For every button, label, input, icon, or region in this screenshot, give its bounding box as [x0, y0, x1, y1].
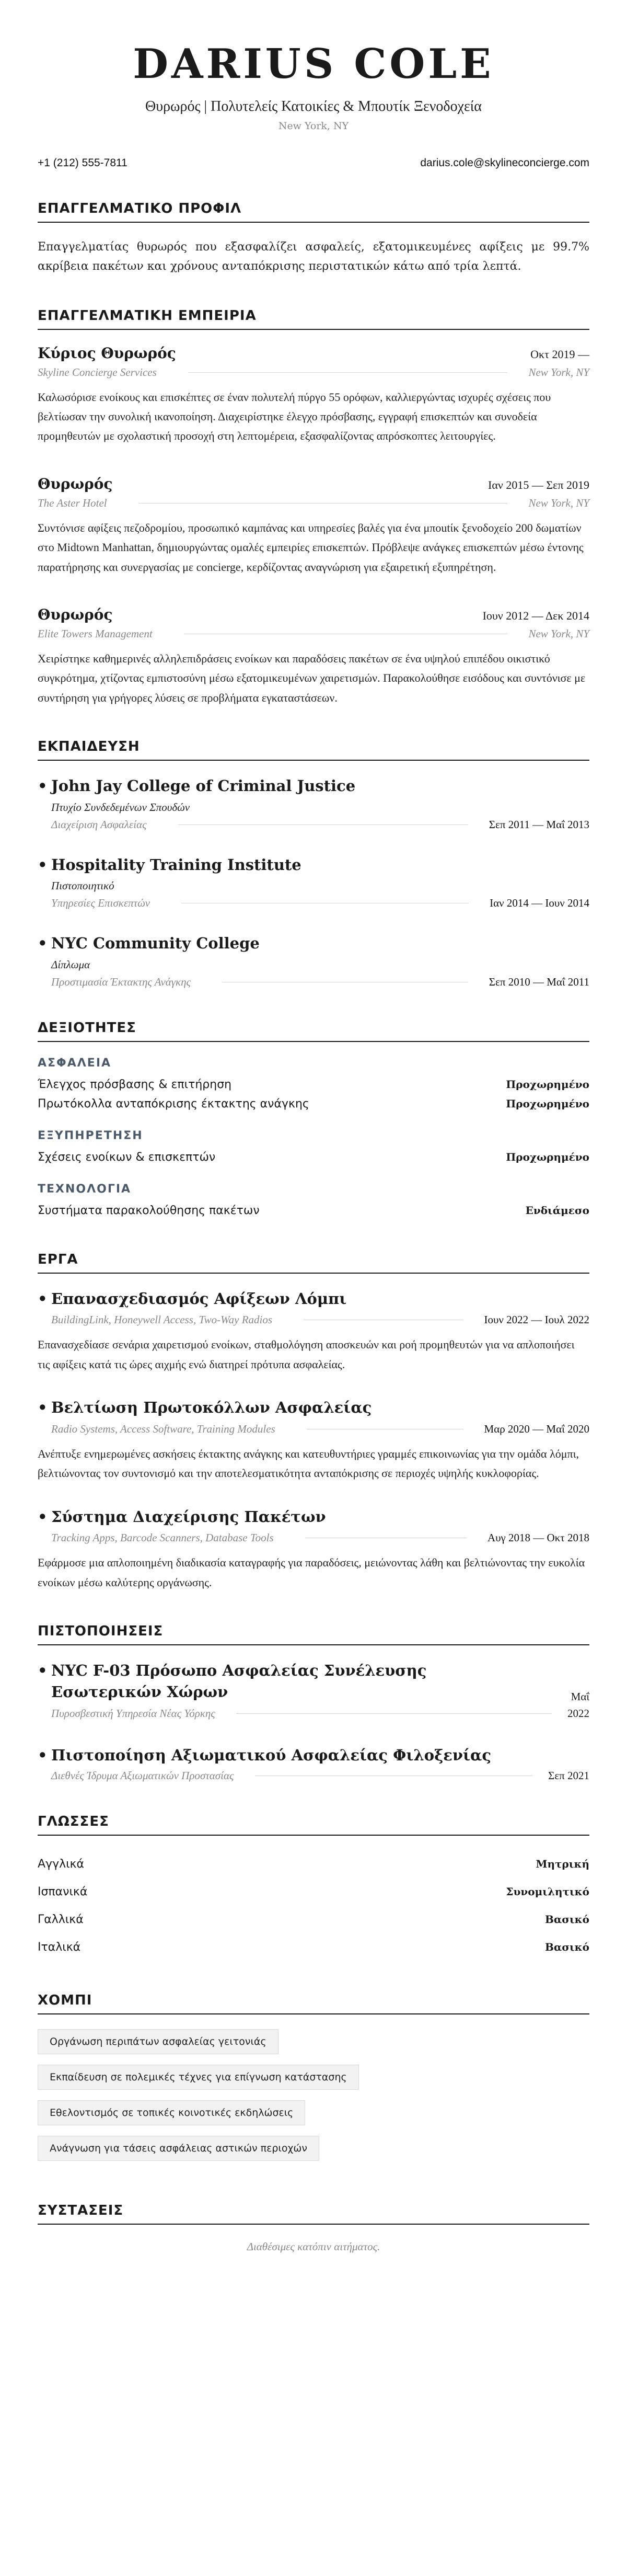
certification-issuer: Πυροσβεστική Υπηρεσία Νέας Υόρκης — [51, 1707, 215, 1720]
skill-group-title: ΤΕΧΝΟΛΟΓΙΑ — [38, 1182, 132, 1196]
project-entry — [38, 1288, 589, 1374]
experience-section — [38, 308, 589, 708]
certification-title: Πιστοποίηση Αξιωματικού Ασφαλείας Φιλοξενίας — [51, 1746, 492, 1765]
skill-row — [38, 1094, 589, 1114]
job-location: New York, NY — [528, 496, 589, 509]
job-company: Elite Towers Management — [38, 627, 153, 640]
language-row — [38, 1933, 589, 1961]
section-heading: ΠΙΣΤΟΠΟΙΗΣΕΙΣ — [38, 1623, 589, 1645]
section-heading: ΕΚΠΑΙΔΕΥΣΗ — [38, 739, 589, 761]
language-level: Μητρική — [536, 1857, 589, 1870]
job-description: Συντόνισε αφίξεις πεζοδρομίου, προσωπικό καμπάνας και υπηρεσίες βαλές για ένα μποutίκ ξενοδοχείο 200 δωματίων στο Midtown Manhattan, δημιουργώντας ομαλές εμπειρίες επισκεπτών. Πρόβλεψε ανάγκες επισκεπτών μέσω έντονης παρατήρησης και συνεργασίας με concierge, κερδίζοντας αναγνώριση για εξαιρετική εξυπηρέτηση. — [38, 521, 584, 574]
project-dates: Αυγ 2018 — Οκτ 2018 — [487, 1531, 589, 1544]
language-name: Ισπανικά — [38, 1885, 88, 1898]
project-title: Επανασχεδιασμός Αφίξεων Λόμπι — [51, 1289, 347, 1308]
language-row — [38, 1878, 589, 1906]
references-section — [38, 2203, 589, 2253]
degree: Πτυχίο Συνδεδεμένων Σπουδών — [51, 800, 190, 814]
contact-row — [38, 157, 589, 169]
language-name: Αγγλικά — [38, 1857, 85, 1871]
certification-month: Σεπ — [548, 1769, 565, 1782]
education-dates: Ιαν 2014 — Ιουν 2014 — [490, 897, 589, 910]
job-entry — [38, 475, 589, 577]
project-description: Εφάρμοσε μια απλοποιημένη διαδικασία καταγραφής για παραδόσεις, μειώνοντας λάθη και βελτιώνοντας την ευκολία ενοίκων μέσω καλύτερης οργάνωσης. — [38, 1556, 585, 1589]
skill-name: Συστήματα παρακολούθησης πακέτων — [38, 1204, 260, 1217]
school-name: NYC Community College — [51, 934, 260, 953]
section-heading: ΕΡΓΑ — [38, 1252, 589, 1274]
phone-number[interactable]: +1 (212) 555-7811 — [38, 156, 127, 169]
divider — [236, 1713, 552, 1714]
degree: Δίπλωμα — [51, 958, 90, 971]
skill-group-title: ΕΞΥΠΗΡΕΤΗΣΗ — [38, 1129, 143, 1142]
project-entry — [38, 1397, 589, 1483]
hobby-tag: Οργάνωση περιπάτων ασφαλείας γειτονιάς — [38, 2029, 278, 2054]
job-dates: Οκτ 2019 — — [530, 347, 589, 361]
job-location: New York, NY — [528, 627, 589, 640]
project-tools: BuildingLink, Honeywell Access, Two-Way Radios — [51, 1313, 273, 1326]
candidate-name: DARIUS COLE — [133, 40, 494, 88]
education-section — [38, 739, 589, 989]
candidate-title: Θυρωρός | Πολυτελείς Κατοικίες & Μπουτίκ Ξενοδοχεία — [145, 98, 482, 115]
job-company: Skyline Concierge Services — [38, 365, 157, 379]
language-name: Γαλλικά — [38, 1913, 84, 1926]
profile-text: Επαγγελματίας θυρωρός που εξασφαλίζει ασφαλείς, εξατομικευμένες αφίξεις με 99.7% ακρίβεια πακέτων και χρόνους ανταπόκρισης περιστατικών κάτω από τρία λεπτά. — [38, 240, 589, 273]
certification-date — [567, 1690, 589, 1722]
skill-group-title: ΑΣΦΑΛΕΙΑ — [38, 1056, 112, 1070]
skill-row — [38, 1148, 589, 1167]
project-title: Σύστημα Διαχείρισης Πακέτων — [51, 1507, 326, 1526]
language-level: Βασικό — [544, 1913, 589, 1926]
bullet-icon: • — [38, 1289, 48, 1308]
hobby-tag: Εκπαίδευση σε πολεμικές τέχνες για επίγνωση κατάστασης — [38, 2065, 359, 2090]
skill-name: Πρωτόκολλα ανταπόκρισης έκτακτης ανάγκης — [38, 1097, 309, 1110]
hobby-tag: Ανάγνωση για τάσεις ασφάλειας αστικών περιοχών — [38, 2136, 319, 2161]
resume-header — [38, 0, 589, 132]
certification-date — [548, 1769, 589, 1782]
job-location: New York, NY — [528, 365, 589, 379]
field-of-study: Υπηρεσίες Επισκεπτών — [51, 897, 150, 910]
section-heading: ΕΠΑΓΓΕΛΜΑΤΙΚΗ ΕΜΠΕΙΡΙΑ — [38, 308, 589, 330]
skill-name: Σχέσεις ενοίκων & επισκεπτών — [38, 1150, 216, 1164]
certification-title: NYC F-03 Πρόσωπο Ασφαλείας Συνέλευσης Εσωτερικών Χώρων — [51, 1662, 427, 1701]
language-row — [38, 1850, 589, 1878]
bullet-icon: • — [38, 777, 48, 795]
job-description: Χειρίστηκε καθημερινές αλληλεπιδράσεις ενοίκων και παραδόσεις πακέτων σε ένα υψηλού επιπέδου οικιστικό συγκρότημα, χτίζοντας εμπιστοσύνη μέσω εξατομικευμένων χαιρετισμών. Παρακολούθησε εισόδους και συντόνισε με συντήρηση για γρήγορες λύσεις σε προβλήματα εγκαταστάσεων. — [38, 651, 586, 704]
candidate-location: New York, NY — [278, 120, 349, 132]
job-company: The Aster Hotel — [38, 496, 107, 509]
field-of-study: Προστιμασία Έκτακτης Ανάγκης — [51, 975, 191, 988]
skill-level: Ενδιάμεσο — [525, 1204, 589, 1217]
bullet-icon: • — [38, 855, 48, 874]
bullet-icon: • — [38, 1399, 48, 1417]
job-entry — [38, 345, 589, 446]
certification-issuer: Διεθνές Ίδρυμα Αξιωματικών Προστασίας — [51, 1769, 234, 1782]
skill-level: Προχωρημένο — [506, 1078, 589, 1091]
field-of-study: Διαχείριση Ασφαλείας — [51, 818, 147, 831]
job-dates: Ιαν 2015 — Σεπ 2019 — [488, 478, 589, 491]
skill-name: Έλεγχος πρόσβασης & επιτήρηση — [38, 1078, 232, 1091]
bullet-icon: • — [38, 934, 48, 953]
education-dates: Σεπ 2011 — Μαΐ 2013 — [489, 818, 589, 831]
certifications-section — [38, 1623, 589, 1782]
bullet-icon: • — [38, 1507, 48, 1526]
project-dates: Ιουν 2022 — Ιουλ 2022 — [484, 1313, 589, 1326]
education-dates: Σεπ 2010 — Μαΐ 2011 — [489, 975, 589, 988]
language-level: Συνομιλητικό — [506, 1885, 589, 1898]
language-row — [38, 1906, 589, 1933]
project-entry — [38, 1506, 589, 1592]
job-entry — [38, 606, 589, 707]
school-name: John Jay College of Criminal Justice — [51, 777, 356, 795]
language-name: Ιταλικά — [38, 1940, 81, 1954]
job-title: Θυρωρός — [38, 605, 113, 623]
project-description: Ανέπτυξε ενημερωμένες ασκήσεις έκτακτης ανάγκης και κατευθυντήριες γραμμές επικοινωνίας για την ομάδα λόμπι, βελτιώνοντας τον συντονισμό και την αποτελεσματικότητα ανταπόκρισης σε περιοχές υψηλής κυκλοφορίας. — [38, 1447, 579, 1480]
education-entry — [38, 775, 589, 831]
degree: Πιστοποιητικό — [51, 879, 114, 892]
school-name: Hospitality Training Institute — [51, 855, 301, 874]
job-title: Θυρωρός — [38, 475, 113, 493]
languages-section — [38, 1814, 589, 1961]
certification-month: Μαΐ — [571, 1690, 589, 1703]
email-address[interactable]: darius.cole@skylineconcierge.com — [420, 156, 589, 169]
skill-row — [38, 1201, 589, 1220]
section-heading: ΔΕΞΙΟΤΗΤΕΣ — [38, 1020, 589, 1042]
bullet-icon: • — [38, 1662, 48, 1679]
language-level: Βασικό — [544, 1940, 589, 1953]
projects-section — [38, 1252, 589, 1592]
project-tools: Radio Systems, Access Software, Training Modules — [51, 1422, 275, 1435]
skill-level: Προχωρημένο — [506, 1150, 589, 1163]
skill-row — [38, 1075, 589, 1094]
project-description: Επανασχεδίασε σενάρια χαιρετισμού ενοίκων, σταθμολόγηση αποσκευών και ροή προμηθευτών για να απλοποιήσει τις αφίξεις κατά τις ώρες αιχμής ενώ διατηρεί πρότυπα ασφαλείας. — [38, 1338, 575, 1371]
job-description: Καλωσόρισε ενοίκους και επισκέπτες σε έναν πολυτελή πύργο 55 ορόφων, καλλιεργώντας ισχυρές σχέσεις που βελτίωσαν την συνολική ικανοποίηση. Διαχειρίστηκε έλεγχο πρόσβασης, εγγραφή επισκεπτών και συνοδεία προμηθευτών με σχολαστική προσοχή στη λεπτομέρεια, εξασφαλίζοντας απρόσκοπτες λειτουργίες. — [38, 390, 551, 443]
divider — [188, 372, 508, 373]
certification-year: 2021 — [567, 1769, 589, 1782]
skills-section — [38, 1020, 589, 1220]
section-heading: ΧΟΜΠΙ — [38, 1993, 589, 2014]
section-heading: ΕΠΑΓΓΕΛΜΑΤΙΚΟ ΠΡΟΦΙΛ — [38, 201, 589, 223]
job-dates: Ιουν 2012 — Δεκ 2014 — [482, 609, 589, 622]
certification-entry — [38, 1745, 589, 1782]
section-heading: ΣΥΣΤΑΣΕΙΣ — [38, 2203, 589, 2225]
section-heading: ΓΛΩΣΣΕΣ — [38, 1814, 589, 1836]
hobby-tag: Εθελοντισμός σε τοπικές κοινοτικές εκδηλώσεις — [38, 2100, 305, 2125]
certification-year: 2022 — [567, 1707, 589, 1720]
project-tools: Tracking Apps, Barcode Scanners, Database Tools — [51, 1531, 274, 1544]
references-note: Διαθέσιμες κατόπιν αιτήματος. — [247, 2240, 380, 2253]
certification-entry — [38, 1660, 589, 1722]
skill-level: Προχωρημένο — [506, 1097, 589, 1110]
profile-section — [38, 201, 589, 277]
project-title: Βελτίωση Πρωτοκόλλων Ασφαλείας — [51, 1399, 372, 1417]
project-dates: Μαρ 2020 — Μαΐ 2020 — [484, 1422, 589, 1435]
education-entry — [38, 854, 589, 910]
bullet-icon: • — [38, 1746, 48, 1765]
education-entry — [38, 933, 589, 989]
job-title: Κύριος Θυρωρός — [38, 344, 176, 362]
hobbies-section — [38, 1993, 589, 2171]
